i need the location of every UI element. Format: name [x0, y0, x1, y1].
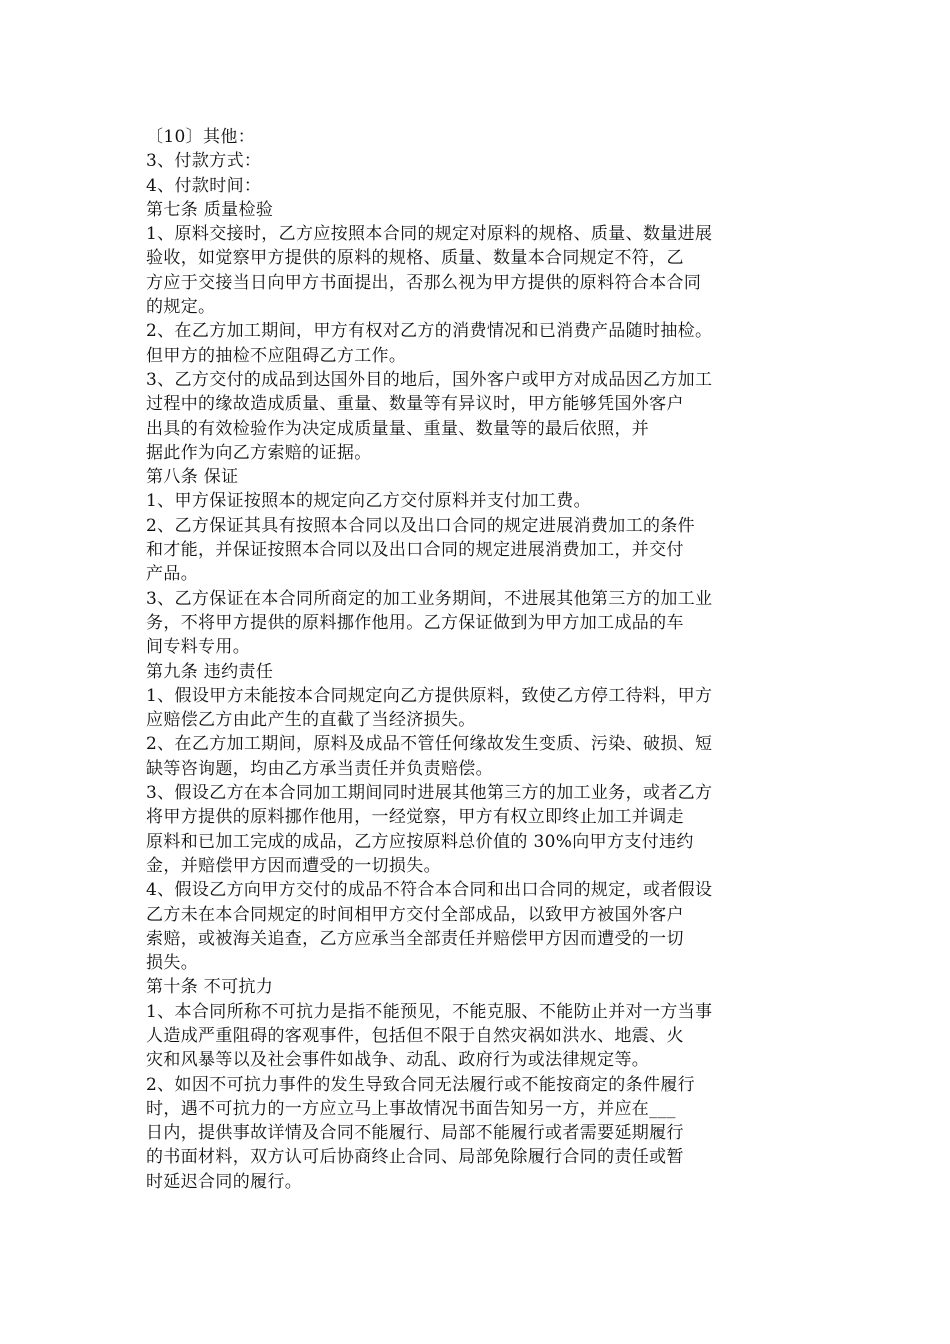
text-line: 2、乙方保证其具有按照本合同以及出口合同的规定进展消费加工的条件: [146, 515, 696, 536]
text-line: 乙方未在本合同规定的时间相甲方交付全部成品，以致甲方被国外客户: [146, 904, 684, 925]
text-line: 应赔偿乙方由此产生的直截了当经济损失。: [146, 710, 476, 731]
text-line: 据此作为向乙方索赔的证据。: [146, 442, 372, 463]
text-line: 3、乙方保证在本合同所商定的加工业务期间，不进展其他第三方的加工业: [146, 588, 713, 609]
article-heading: 第八条 保证: [146, 467, 239, 488]
text-line: 1、甲方保证按照本的规定向乙方交付原料并支付加工费。: [146, 491, 591, 512]
text-line: 1、本合同所称不可抗力是指不能预见，不能克服、不能防止并对一方当事: [146, 1001, 713, 1022]
text-line: 日内，提供事故详情及合同不能履行、局部不能履行或者需要延期履行: [146, 1123, 684, 1144]
text-line: 和才能，并保证按照本合同以及出口合同的规定进展消费加工，并交付: [146, 540, 684, 561]
text-line: 1、假设甲方未能按本合同规定向乙方提供原料，致使乙方停工待料，甲方: [146, 685, 713, 706]
text-line: 3、乙方交付的成品到达国外目的地后，国外客户或甲方对成品因乙方加工: [146, 369, 713, 390]
text-line: 4、假设乙方向甲方交付的成品不符合本合同和出口合同的规定，或者假设: [146, 880, 713, 901]
text-line: 出具的有效检验作为决定成质量量、重量、数量等的最后依照，并: [146, 418, 650, 439]
text-line: 2、如因不可抗力事件的发生导致合同无法履行或不能按商定的条件履行: [146, 1074, 696, 1095]
article-heading: 第九条 违约责任: [146, 661, 274, 682]
text-line: 1、原料交接时，乙方应按照本合同的规定对原料的规格、质量、数量进展: [146, 224, 713, 245]
text-line: 〔10〕其他：: [146, 127, 256, 147]
text-line: 过程中的缘故造成质量、重量、数量等有异议时，甲方能够凭国外客户: [146, 394, 684, 415]
text-line: 的规定。: [146, 297, 216, 318]
article-heading: 第七条 质量检验: [146, 199, 274, 220]
text-line: 2、在乙方加工期间，原料及成品不管任何缘故发生变质、污染、破损、短: [146, 734, 713, 755]
text-line: 时，遇不可抗力的一方应立马上事故情况书面告知另一方，并应在___: [146, 1098, 676, 1119]
text-line: 但甲方的抽检不应阻碍乙方工作。: [146, 345, 407, 366]
text-line: 原料和已加工完成的成品，乙方应按原料总价值的 30%向甲方支付违约: [146, 831, 694, 852]
text-line: 务，不将甲方提供的原料挪作他用。乙方保证做到为甲方加工成品的车: [146, 612, 684, 633]
text-line: 缺等咨询题，均由乙方承当责任并负责赔偿。: [146, 758, 493, 779]
text-line: 人造成严重阻碍的客观事件，包括但不限于自然灾祸如洪水、地震、火: [146, 1025, 684, 1046]
text-line: 的书面材料，双方认可后协商终止合同、局部免除履行合同的责任或暂: [146, 1147, 684, 1168]
text-line: 将甲方提供的原料挪作他用，一经觉察，甲方有权立即终止加工并调走: [146, 807, 684, 828]
text-line: 3、假设乙方在本合同加工期间同时进展其他第三方的加工业务，或者乙方: [146, 783, 713, 804]
text-line: 金，并赔偿甲方因而遭受的一切损失。: [146, 855, 441, 876]
text-line: 索赔，或被海关追查，乙方应承当全部责任并赔偿甲方因而遭受的一切: [146, 928, 684, 949]
text-line: 产品。: [146, 564, 199, 585]
article-heading: 第十条 不可抗力: [146, 977, 274, 998]
text-line: 间专料专用。: [146, 637, 251, 658]
text-line: 时延迟合同的履行。: [146, 1171, 303, 1192]
document-body: [146, 125, 786, 1194]
text-line: 4、付款时间：: [146, 175, 262, 196]
text-line: 2、在乙方加工期间，甲方有权对乙方的消费情况和已消费产品随时抽检。: [146, 321, 713, 342]
text-line: 验收，如觉察甲方提供的原料的规格、质量、数量本合同规定不符，乙: [146, 248, 684, 269]
text-line: 灾和风暴等以及社会事件如战争、动乱、政府行为或法律规定等。: [146, 1050, 650, 1071]
text-line: 3、付款方式：: [146, 151, 262, 172]
text-line: 方应于交接当日向甲方书面提出，否那么视为甲方提供的原料符合本合同: [146, 272, 702, 293]
text-line: 损失。: [146, 953, 199, 974]
